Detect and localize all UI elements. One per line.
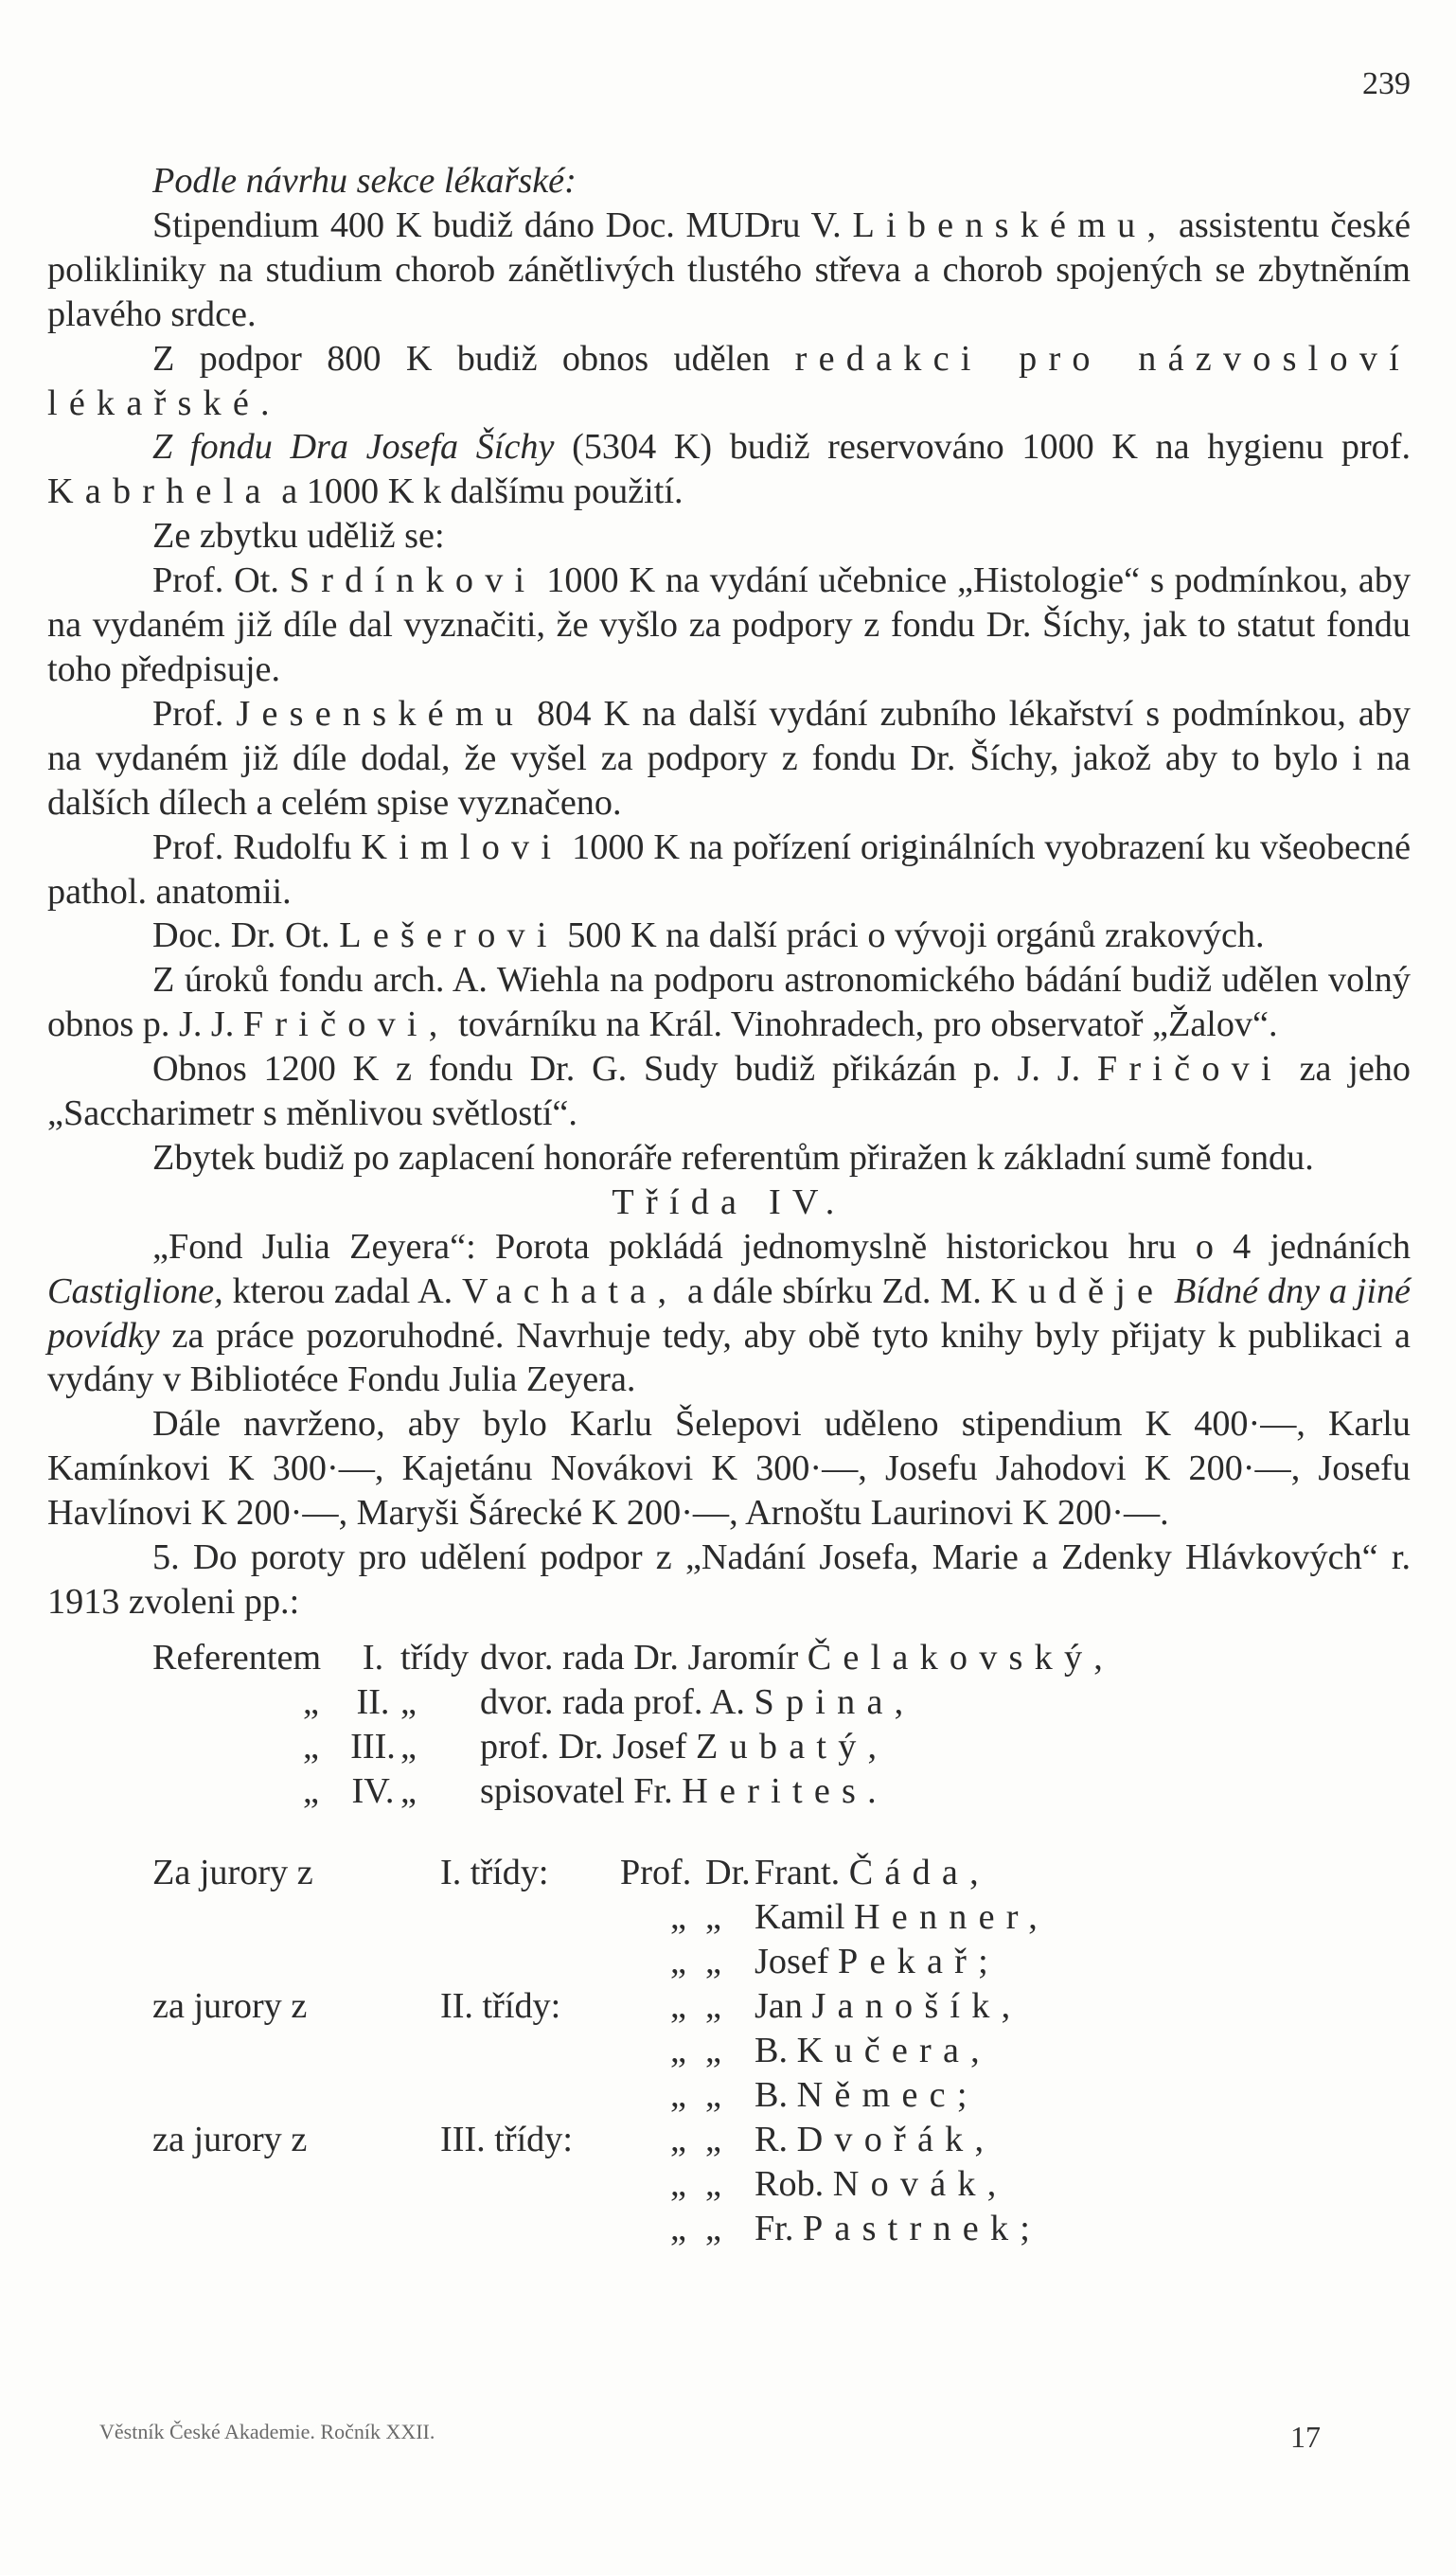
class-word: třídy xyxy=(400,1637,470,1678)
referee-person xyxy=(480,1769,1411,1814)
referee-label: „ xyxy=(303,1681,319,1722)
referee-title: spisovatel Fr. xyxy=(480,1770,673,1811)
text: Ze zbytku uděliž se: xyxy=(152,516,445,557)
spaced-name: Kimlovi xyxy=(361,826,563,867)
text: Prof. xyxy=(152,693,224,734)
italic-title: Castiglione, xyxy=(47,1270,223,1311)
paragraph-srdinko xyxy=(47,559,1411,692)
text: (5304 K) budiž reservováno 1000 K na hygienu prof. xyxy=(572,427,1412,468)
text: Prof. Rudolfu xyxy=(152,826,352,867)
text: a dále sbírku Zd. M. xyxy=(687,1270,982,1311)
juror-first-name: Jan xyxy=(755,1986,803,2027)
juror-class xyxy=(440,1940,620,1984)
referee-person xyxy=(480,1725,1411,1769)
text: Z úroků fondu arch. A. Wiehla na podporu astronomického bádání budiž udělen volný obnos p. J. J. xyxy=(47,960,1411,1045)
juror-ditto-1: „ xyxy=(670,1942,686,1982)
text: 500 K na další práci o vývoji orgánů zrakových. xyxy=(567,915,1265,956)
text: Dále navrženo, aby bylo Karlu Šelepovi uděleno stipendium K 400·—, Karlu Kamínkovi K 300·—, Kajetánu Novákovi K 300·—, Josefu Jahodovi K 200·—, Josefu Havlínovi K 200·—, Maryši Šárecké K 200·—, Arnoštu Laurinovi K 200·—. xyxy=(47,1404,1411,1534)
text: továrníku na Král. Vinohradech, pro observatoř „Žalov“. xyxy=(458,1004,1278,1045)
journal-signature: Věstník České Akademie. Ročník XXII. xyxy=(99,2420,435,2443)
juror-label xyxy=(47,2073,440,2118)
referee-label: „ xyxy=(303,1770,319,1811)
juror-surname: Dvořák, xyxy=(796,2119,996,2159)
juror-first-name: Frant. xyxy=(755,1853,841,1893)
juror-person xyxy=(755,2073,1411,2118)
class-iv-heading xyxy=(47,1181,1411,1225)
spaced-name: Jesenskému xyxy=(236,693,525,734)
juror-surname: Novák, xyxy=(832,2163,1008,2204)
text: Stipendium 400 K budiž dáno Doc. MUDru V. xyxy=(152,204,842,245)
juror-row xyxy=(47,2118,1411,2162)
juror-label xyxy=(47,1940,440,1984)
class-number: IV. xyxy=(351,1770,395,1811)
juror-ditto-2: „ xyxy=(705,1942,721,1982)
juror-ditto-1: „ xyxy=(670,2208,686,2248)
juror-row xyxy=(47,2162,1411,2207)
juror-ditto-2: „ xyxy=(705,2031,721,2071)
juror-surname: Čáda, xyxy=(848,1853,990,1893)
text: assistentu české polikliniky na studium chorob zánětlivých tlustého střeva a chorob spojených se zbytněním plavého srdce. xyxy=(47,204,1412,334)
juror-row xyxy=(47,1851,1411,1895)
juror-first-name: B. xyxy=(755,2031,789,2071)
spaced-name: Lešerovi xyxy=(339,915,559,956)
paragraph-hlavka-jury xyxy=(47,1536,1411,1625)
spaced-name: Srdínkovi xyxy=(289,560,537,601)
text: za jeho „Saccharimetr s měnlivou světlostí“. xyxy=(47,1049,1411,1134)
class-number: III. xyxy=(350,1726,396,1767)
juror-class xyxy=(440,1895,620,1940)
referee-title: dvor. rada Dr. Jaromír xyxy=(480,1637,799,1678)
juror-person xyxy=(755,2118,1411,2162)
juror-person xyxy=(755,2029,1411,2073)
paragraph-fund-balance xyxy=(47,1136,1411,1181)
juror-row xyxy=(47,2207,1411,2251)
juror-class xyxy=(440,2073,620,2118)
juror-row xyxy=(47,2029,1411,2073)
juror-first-name: Rob. xyxy=(755,2163,825,2204)
text: Doc. Dr. Ot. xyxy=(152,915,330,956)
italic-text: Z fondu Dra Josefa Šíchy xyxy=(152,427,555,468)
juror-ditto-2: „ xyxy=(705,2208,721,2248)
spaced-name: redakci pro názvosloví lékařské. xyxy=(47,338,1411,423)
referee-row xyxy=(47,1769,1411,1814)
juror-ditto-2: „ xyxy=(705,1897,721,1938)
juror-row xyxy=(47,1940,1411,1984)
spaced-name: Kuděje xyxy=(990,1270,1165,1311)
text: a 1000 K k dalšímu použití. xyxy=(281,471,684,512)
juror-class: III. třídy: xyxy=(440,2119,573,2159)
referee-label: Referentem xyxy=(152,1637,322,1678)
text: 1000 K na vydání učebnice „Histologie“ s podmínkou, aby na vydaném již díle dal vyznačiti, že vyšlo za podpory z fondu Dr. Šíchy, jak to statut fondu toho předpisuje. xyxy=(47,560,1412,689)
juror-first-name: Fr. xyxy=(755,2208,794,2248)
paragraph-wiehl-fund xyxy=(47,958,1411,1047)
juror-label xyxy=(47,2162,440,2207)
spaced-name: Vachata, xyxy=(462,1270,679,1311)
document-body xyxy=(47,159,1411,2250)
juror-label: Za jurory z xyxy=(152,1853,313,1893)
referee-list xyxy=(47,1636,1411,1814)
paragraph-stipends xyxy=(47,1402,1411,1536)
referee-person xyxy=(480,1680,1411,1725)
paragraph-jesensky xyxy=(47,692,1411,826)
text: za práce pozoruhodné. Navrhuje tedy, aby obě tyto knihy byly přijaty k publikaci a vydány v Bibliotéce Fondu Julia Zeyera. xyxy=(47,1315,1411,1400)
juror-surname: Pekař; xyxy=(838,1942,1000,1982)
referee-row xyxy=(47,1636,1411,1680)
juror-surname: Henner, xyxy=(854,1897,1049,1938)
page-footer xyxy=(99,2420,1321,2455)
juror-ditto-2: „ xyxy=(705,2119,721,2159)
juror-label xyxy=(47,2207,440,2251)
text: 5. Do poroty pro udělení podpor z „Nadání Josefa, Marie a Zdenky Hlávkových“ r. 1913 zvoleni pp.: xyxy=(47,1537,1411,1622)
juror-ditto-2: „ xyxy=(705,2074,721,2115)
juror-ditto-1: „ xyxy=(670,1986,686,2027)
spaced-name: Fričovi, xyxy=(242,1004,450,1045)
text: „Fond Julia Zeyera“: Porota pokládá jednomyslně historickou hru o 4 jednáních xyxy=(152,1226,1411,1267)
juror-person xyxy=(755,2162,1411,2207)
italic-title: Bídné dny a jiné povídky xyxy=(47,1270,1412,1356)
juror-surname: Janošík, xyxy=(811,1986,1022,2027)
heading-text: Podle návrhu sekce lékařské: xyxy=(152,161,577,201)
juror-ditto-1: „ xyxy=(670,2031,686,2071)
juror-ditto-1: „ xyxy=(670,1897,686,1938)
text: 1000 K na pořízení originálních vyobrazení ku všeobecné pathol. anatomii. xyxy=(47,826,1412,912)
juror-ditto-2: Dr. xyxy=(705,1853,751,1893)
referee-row xyxy=(47,1680,1411,1725)
text: Zbytek budiž po zaplacení honoráře referentům přiražen k základní sumě fondu. xyxy=(152,1137,1314,1178)
spaced-name: Fričovi xyxy=(1096,1049,1283,1090)
text: Prof. Ot. xyxy=(152,560,279,601)
referee-name: Spina, xyxy=(754,1681,915,1722)
juror-row xyxy=(47,1895,1411,1940)
juror-first-name: Kamil xyxy=(755,1897,845,1938)
referee-title: dvor. rada prof. A. xyxy=(480,1681,745,1722)
juror-person xyxy=(755,1940,1411,1984)
text: Z podpor 800 K budiž obnos udělen xyxy=(152,338,771,379)
paragraph-sichy-fund xyxy=(47,425,1411,514)
paragraph-leser xyxy=(47,914,1411,958)
juror-list xyxy=(47,1851,1411,2250)
referee-row xyxy=(47,1725,1411,1769)
sheet-number: 17 xyxy=(1290,2420,1321,2454)
juror-ditto-1: „ xyxy=(670,2074,686,2115)
juror-first-name: B. xyxy=(755,2074,789,2115)
class-word: „ xyxy=(400,1726,417,1767)
juror-label: za jurory z xyxy=(152,2119,308,2159)
spaced-name: Libenskému, xyxy=(852,204,1168,245)
juror-label: za jurory z xyxy=(152,1986,308,2027)
juror-class xyxy=(440,2162,620,2207)
class-word: „ xyxy=(400,1681,417,1722)
paragraph-terminology xyxy=(47,337,1411,426)
paragraph-kimla xyxy=(47,826,1411,915)
referee-person xyxy=(480,1636,1411,1680)
juror-first-name: R. xyxy=(755,2119,789,2159)
juror-row xyxy=(47,1984,1411,2029)
class-word: „ xyxy=(400,1770,417,1811)
juror-class: II. třídy: xyxy=(440,1986,561,2027)
juror-label xyxy=(47,2029,440,2073)
text: kterou zadal A. xyxy=(232,1270,453,1311)
juror-surname: Němec; xyxy=(796,2074,979,2115)
spaced-name: Kabrhela xyxy=(47,471,273,512)
juror-first-name: Josef xyxy=(755,1942,829,1982)
spacer xyxy=(47,1813,1411,1839)
referee-title: prof. Dr. Josef xyxy=(480,1726,687,1767)
juror-ditto-2: „ xyxy=(705,2163,721,2204)
referee-name: Herites. xyxy=(682,1770,888,1811)
juror-ditto-1: Prof. xyxy=(620,1853,692,1893)
juror-person xyxy=(755,2207,1411,2251)
juror-ditto-1: „ xyxy=(670,2119,686,2159)
paragraph-zeyer-fund xyxy=(47,1225,1411,1403)
paragraph-remainder xyxy=(47,514,1411,559)
juror-class xyxy=(440,2029,620,2073)
referee-label: „ xyxy=(303,1726,319,1767)
juror-person xyxy=(755,1984,1411,2029)
juror-surname: Pastrnek; xyxy=(802,2208,1042,2248)
paragraph-suda-fund xyxy=(47,1047,1411,1136)
heading-text: Třída IV. xyxy=(612,1181,846,1222)
class-number: II. xyxy=(356,1681,390,1722)
referee-name: Čelakovský, xyxy=(807,1637,1115,1678)
medical-section-heading xyxy=(47,159,1411,204)
class-number: I. xyxy=(362,1637,384,1678)
juror-person xyxy=(755,1895,1411,1940)
text: Obnos 1200 K z fondu Dr. G. Sudy budiž přikázán p. J. J. xyxy=(152,1049,1081,1090)
page-number: 239 xyxy=(1362,66,1411,101)
text: 804 K na další vydání zubního lékařství s podmínkou, aby na vydaném již díle dodal, že vyšel za podpory z fondu Dr. Šíchy, jakož aby to bylo i na dalších dílech a celém spise vyznačeno. xyxy=(47,693,1411,823)
paragraph-stipend-libensky xyxy=(47,204,1411,337)
juror-ditto-2: „ xyxy=(705,1986,721,2027)
juror-ditto-1: „ xyxy=(670,2163,686,2204)
juror-person xyxy=(755,1851,1411,1895)
juror-surname: Kučera, xyxy=(796,2031,991,2071)
juror-row xyxy=(47,2073,1411,2118)
juror-class: I. třídy: xyxy=(440,1853,549,1893)
juror-label xyxy=(47,1895,440,1940)
referee-name: Zubatý, xyxy=(696,1726,889,1767)
juror-class xyxy=(440,2207,620,2251)
